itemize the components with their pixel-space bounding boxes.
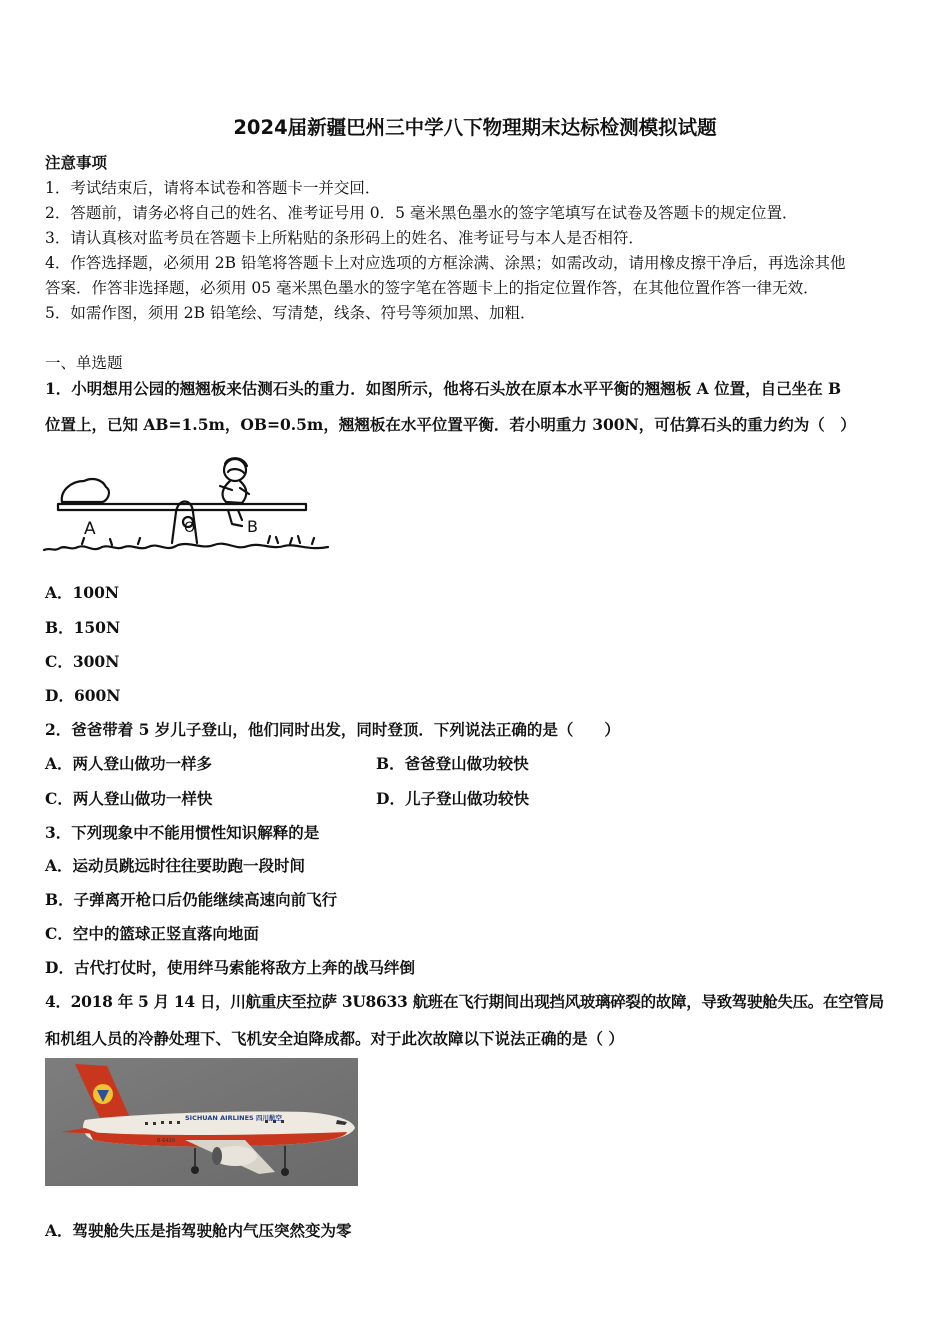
q2-option-b: B．爸爸登山做功较快 bbox=[376, 754, 529, 773]
notice-item: 1．考试结束后，请将本试卷和答题卡一并交回． bbox=[45, 179, 381, 197]
notice-item: 4．作答选择题，必须用 2B 铅笔将答题卡上对应选项的方框涂满、涂黑；如需改动，请用橡皮擦干净后，再选涂其他 bbox=[45, 254, 846, 272]
notice-item: 答案．作答非选择题，必须用 05 毫米黑色墨水的签字笔在答题卡上的指定位置作答，在其他位置作答一律无效． bbox=[45, 279, 819, 297]
q3-option-d: D．古代打仗时，使用绊马索能将敌方上奔的战马绊倒 bbox=[45, 958, 415, 977]
fig-label-b: B bbox=[247, 517, 258, 536]
aircraft-registration: B-6420 bbox=[157, 1138, 175, 1144]
seesaw-figure bbox=[42, 448, 334, 556]
notice-item: 3．请认真核对监考员在答题卡上所粘贴的条形码上的姓名、准考证号与本人是否相符． bbox=[45, 229, 644, 247]
fig-label-o: O bbox=[184, 520, 196, 536]
section-heading: 一、单选题 bbox=[45, 354, 123, 372]
q1-option-a: A．100N bbox=[45, 583, 120, 602]
q3-option-a: A．运动员跳远时往往要助跑一段时间 bbox=[45, 856, 306, 875]
notice-item: 5．如需作图，须用 2B 铅笔绘、写清楚，线条、符号等须加黑、加粗． bbox=[45, 304, 536, 322]
q2-option-d: D．儿子登山做功较快 bbox=[376, 789, 529, 808]
airline-name: SICHUAN AIRLINES 四川航空 bbox=[185, 1114, 282, 1122]
q1-option-d: D．600N bbox=[45, 686, 121, 705]
q2-stem: 2．爸爸带着 5 岁儿子登山，他们同时出发，同时登顶．下列说法正确的是（ ） bbox=[45, 720, 620, 739]
q3-option-b: B．子弹离开枪口后仍能继续高速向前飞行 bbox=[45, 890, 338, 909]
notice-item: 2．答题前，请务必将自己的姓名、准考证号用 0．5 毫米黑色墨水的签字笔填写在试卷及答题卡的规定位置． bbox=[45, 204, 798, 222]
q1-stem-line2: 位置上，已知 AB=1.5m，OB=0.5m，翘翘板在水平位置平衡．若小明重力 300N，可估算石头的重力约为（ ） bbox=[45, 415, 856, 434]
q4-stem-line1: 4．2018 年 5 月 14 日，川航重庆至拉萨 3U8633 航班在飞行期间出现挡风玻璃碎裂的故障，导致驾驶舱失压。在空管局 bbox=[45, 992, 884, 1011]
airplane-photo bbox=[45, 1058, 358, 1186]
q1-option-c: C．300N bbox=[45, 652, 120, 671]
page-title: 2024届新疆巴州三中学八下物理期末达标检测模拟试题 bbox=[233, 116, 717, 139]
q1-option-b: B．150N bbox=[45, 618, 121, 637]
q3-stem: 3．下列现象中不能用惯性知识解释的是 bbox=[45, 823, 320, 842]
q3-option-c: C．空中的篮球正竖直落向地面 bbox=[45, 924, 259, 943]
q2-option-a: A．两人登山做功一样多 bbox=[45, 754, 213, 773]
q1-stem-line1: 1．小明想用公园的翘翘板来估测石头的重力．如图所示，他将石头放在原本水平平衡的翘翘板 A 位置，自己坐在 B bbox=[45, 379, 842, 398]
notice-heading: 注意事项 bbox=[45, 153, 108, 172]
q4-option-a: A．驾驶舱失压是指驾驶舱内气压突然变为零 bbox=[45, 1221, 352, 1240]
q4-stem-line2: 和机组人员的冷静处理下、飞机安全迫降成都。对于此次故障以下说法正确的是（ ） bbox=[45, 1029, 624, 1048]
q2-option-c: C．两人登山做功一样快 bbox=[45, 789, 213, 808]
fig-label-a: A bbox=[84, 519, 96, 539]
